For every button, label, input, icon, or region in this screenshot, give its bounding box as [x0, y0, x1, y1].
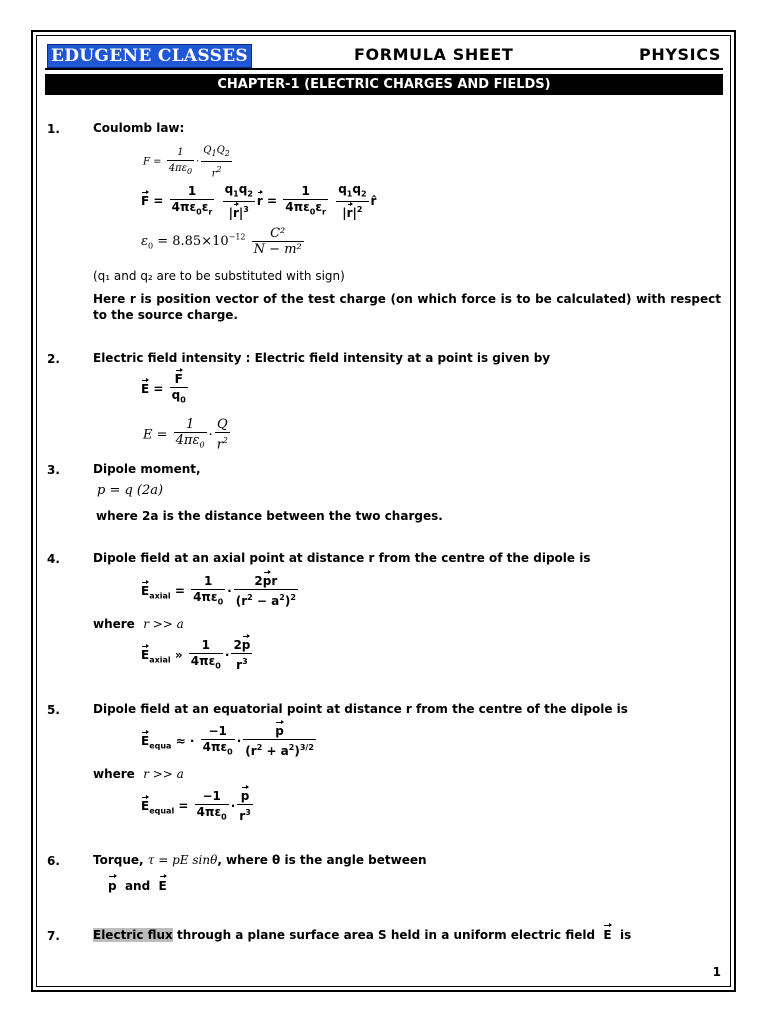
where-label: where r >> a: [93, 617, 184, 631]
axial-field-approx-formula: $E_{axial}$ » $\frac{1}{4\pi\varepsilon_0}$ · $\frac{2p}{r^3}$: [141, 638, 251, 673]
subject-label: PHYSICS: [639, 45, 721, 64]
field-formula-force: E = $\frac{F}{q_0}$: [141, 372, 186, 405]
page-number: 1: [712, 965, 721, 979]
item-number: 7.: [47, 929, 60, 943]
item-number: 5.: [47, 703, 60, 717]
permittivity-formula: $\varepsilon_0 = 8.85\times 10^{-12}$ $\frac{\text{C²}}{\text{N − m²}}$: [141, 226, 302, 257]
field-formula-charge: E = $\frac{1}{4\pi\varepsilon_0}$ · $\frac{Q}{r^2}$: [143, 417, 228, 453]
item-heading: Torque, τ = pE sinθ, where θ is the angle between: [93, 853, 427, 867]
coulomb-position-note: Here r is position vector of the test charge (on which force is to be calculated) with respect to the source charge.: [93, 292, 721, 322]
item-heading: Coulomb law:: [93, 121, 185, 135]
item-heading: Electric flux through a plane surface area S held in a uniform electric field E is: [93, 928, 632, 942]
item-heading: Dipole moment,: [93, 462, 201, 476]
header-divider: [45, 68, 723, 70]
brand-logo: EDUGENE CLASSES: [47, 44, 252, 68]
axial-field-formula: $E_{axial}$ = $\frac{1}{4\pi\varepsilon_0}$ · $\frac{2pr}{(r^2 - a^2)^2}$: [141, 574, 296, 609]
coulomb-formula-vector: F = $\frac{1}{4\pi\varepsilon_0\varepsilon_r}$ $\frac{q_1q_2}{|r|^3}$ r = $\frac{1}{4\pi\varepsilon_0\varepsilon_r}$ $\frac{q_1q_2}{|r|^2}$ r̂: [141, 182, 377, 221]
torque-formula: τ = pE sinθ: [147, 853, 218, 867]
item-number: 3.: [47, 463, 60, 477]
item-heading: Dipole field at an axial point at distance r from the centre of the dipole is: [93, 551, 591, 565]
electric-flux-highlight: Electric flux: [93, 928, 173, 942]
torque-vectors: p and E: [108, 879, 167, 893]
sheet-title: FORMULA SHEET: [354, 45, 514, 64]
item-number: 6.: [47, 854, 60, 868]
item-number: 1.: [47, 122, 60, 136]
dipole-moment-note: where 2a is the distance between the two charges.: [96, 509, 443, 523]
header: [45, 44, 723, 68]
item-number: 4.: [47, 552, 60, 566]
coulomb-formula-scalar: F = $\frac{1}{4\pi\varepsilon_0}$ · $\frac{Q_1Q_2}{r^2}$: [143, 145, 230, 180]
dipole-moment-formula: p = q (2a): [97, 483, 164, 498]
chapter-title: CHAPTER-1 (ELECTRIC CHARGES AND FIELDS): [45, 74, 723, 95]
equatorial-field-approx-formula: $E_{equal}$ = $\frac{-1}{4\pi\varepsilon_0}$ · $\frac{p}{r^3}$: [141, 789, 251, 824]
equatorial-field-formula: $E_{equa}$ ≈ · $\frac{-1}{4\pi\varepsilon_0}$ · $\frac{p}{(r^2 + a^2)^{3/2}}$: [141, 724, 314, 759]
item-heading: Dipole field at an equatorial point at distance r from the centre of the dipole is: [93, 702, 628, 716]
coulomb-note: (q₁ and q₂ are to be substituted with sign): [93, 269, 345, 283]
where-label: where r >> a: [93, 767, 184, 781]
item-heading: Electric field intensity : Electric field intensity at a point is given by: [93, 351, 551, 365]
item-number: 2.: [47, 352, 60, 366]
